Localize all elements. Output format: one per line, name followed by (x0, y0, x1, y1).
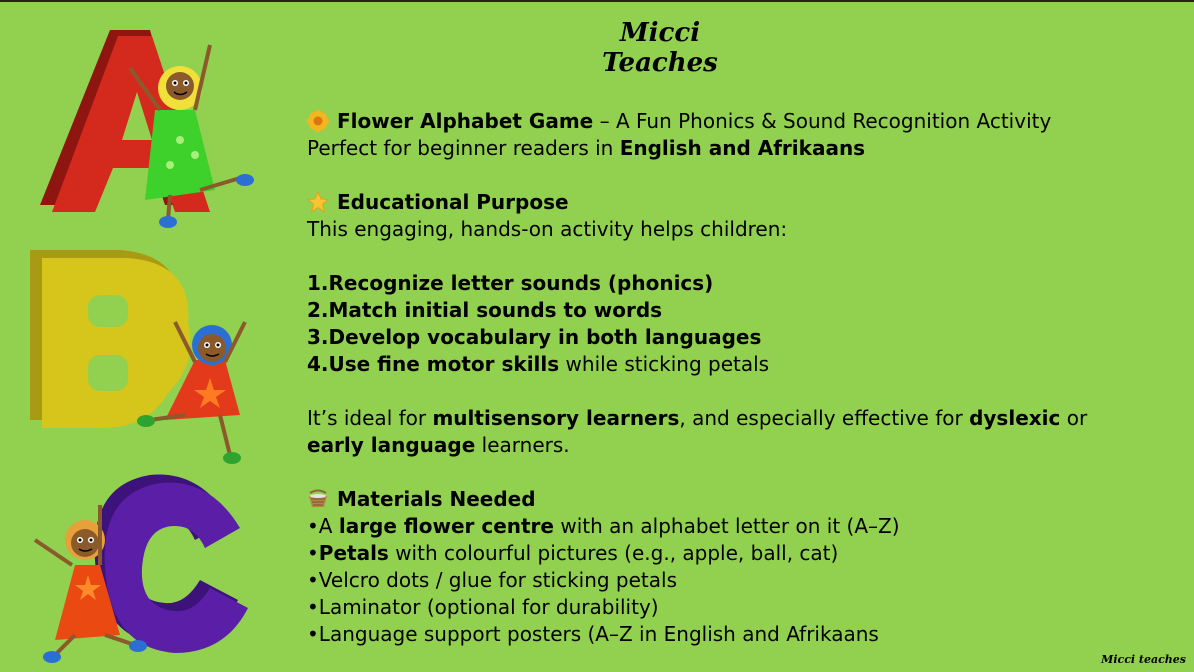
material-item-4: •Laminator (optional for durability) (307, 595, 659, 619)
section2-heading: Educational Purpose (337, 190, 569, 214)
flower-icon (307, 110, 329, 132)
material-item-2-a: • (307, 541, 319, 565)
section3-bold-2: dyslexic (969, 406, 1061, 430)
basket-icon (307, 488, 329, 510)
material-item-2 (307, 540, 1167, 567)
section1-subtitle: – A Fun Phonics & Sound Recognition Activity (593, 109, 1052, 133)
section3-line2 (307, 432, 1167, 459)
material-item-1-b: large flower centre (338, 514, 554, 538)
material-item-2-b: Petals (318, 541, 389, 565)
section1-line2-text: Perfect for beginner readers in (307, 136, 620, 160)
section4-heading-line (307, 486, 1167, 513)
section3-text-2: , and especially effective for (679, 406, 970, 430)
material-item-1 (307, 513, 1167, 540)
main-content (307, 108, 1167, 648)
letter-b-icon (30, 250, 191, 428)
purpose-item-3: 3.Develop vocabulary in both languages (307, 325, 762, 349)
section3-text-1: It’s ideal for (307, 406, 433, 430)
section1-line2 (307, 135, 1167, 162)
section3-bold-1: multisensory learners (432, 406, 680, 430)
material-item-3: •Velcro dots / glue for sticking petals (307, 568, 678, 592)
section3-text-3: or (1060, 406, 1088, 430)
section1-languages: English and Afrikaans (619, 136, 866, 160)
section2-heading-line (307, 189, 1167, 216)
page-title: Micci Teaches (602, 18, 718, 78)
footer-brand: Micci teaches (1101, 653, 1186, 666)
star-icon (307, 191, 329, 213)
purpose-item-2: 2.Match initial sounds to words (307, 298, 663, 322)
section3-bold-3: early language (307, 433, 476, 457)
purpose-item-4-rest: while sticking petals (559, 352, 770, 376)
section2-intro: This engaging, hands-on activity helps children: (307, 217, 788, 241)
abc-kids-illustration (0, 0, 290, 672)
section3-line1 (307, 405, 1167, 432)
material-item-1-a: •A (307, 514, 339, 538)
material-item-1-c: with an alphabet letter on it (A–Z) (553, 514, 900, 538)
material-item-2-c: with colourful pictures (e.g., apple, ball, cat) (388, 541, 839, 565)
section4-heading: Materials Needed (337, 487, 536, 511)
purpose-item-4 (307, 351, 1167, 378)
section1-heading: Flower Alphabet Game (337, 109, 594, 133)
letter-c-icon (95, 475, 248, 653)
section3-text-4: learners. (475, 433, 570, 457)
section1-heading-line (307, 108, 1167, 135)
purpose-item-4-bold: 4.Use fine motor skills (307, 352, 560, 376)
material-item-5: •Language support posters (A–Z in English and Afrikaans (307, 622, 879, 646)
purpose-item-1: 1.Recognize letter sounds (phonics) (307, 271, 714, 295)
